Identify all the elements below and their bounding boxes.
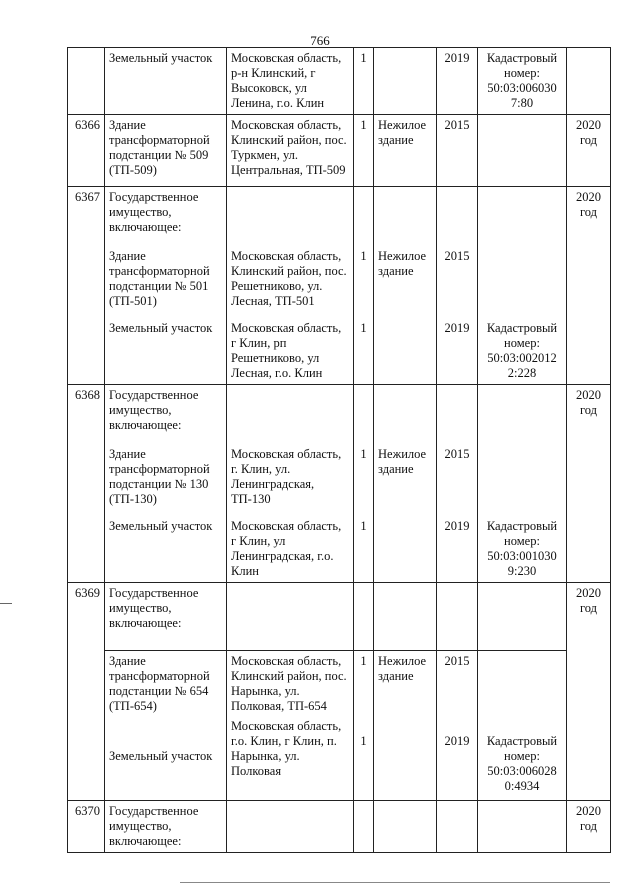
group-header: Государственное имущество, включающее: (105, 583, 227, 651)
object-address-group (227, 651, 354, 801)
privatization-term: 2020 год (567, 385, 611, 583)
object-type-group (374, 187, 437, 385)
object-quantity: 1 (360, 519, 367, 533)
object-address: Московская область, г Клин, ул Ленинградская, г.о. Клин (231, 519, 342, 578)
object-type: Нежилое здание (374, 115, 437, 187)
table-row (68, 115, 611, 187)
object-type (374, 48, 437, 115)
object-year: 2015 (437, 115, 478, 187)
object-name-group (105, 385, 227, 583)
row-number: 6368 (68, 385, 105, 583)
cadastral-number-group (478, 651, 567, 801)
object-type: Нежилое здание (378, 447, 427, 476)
object-quantity-group (354, 651, 374, 801)
object-name: Земельный участок (105, 48, 227, 115)
row-number: 6366 (68, 115, 105, 187)
object-address: Московская область, Клинский район, пос. Решетниково, ул. Лесная, ТП-501 (231, 249, 347, 308)
table-row (68, 385, 611, 583)
cadastral-number: Кадастровый номер: 50:03:001030 9:230 (486, 519, 558, 578)
cadastral-number-group (478, 187, 567, 385)
object-year: 2019 (444, 734, 470, 748)
object-quantity: 1 (360, 249, 367, 263)
group-header: Государственное имущество, включающее: (109, 190, 199, 234)
object-name: Здание трансформаторной подстанции № 501 (ТП-501) (109, 249, 210, 308)
row-number: 6367 (68, 187, 105, 385)
object-name: Здание трансформаторной подстанции № 654 (ТП-654) (109, 654, 210, 713)
group-header: Государственное имущество, включающее: (105, 801, 227, 853)
object-year: 2015 (444, 447, 470, 461)
object-address-group (227, 187, 354, 385)
object-address: Московская область, г.о. Клин, г Клин, п. Нарынка, ул. Полковая (231, 719, 342, 778)
object-address: Московская область, г. Клин, ул. Ленинградская, ТП-130 (231, 447, 342, 506)
object-year-group (437, 651, 478, 801)
object-quantity: 1 (360, 734, 367, 748)
object-name: Земельный участок (109, 749, 213, 763)
object-name: Земельный участок (109, 321, 213, 335)
group-header: Государственное имущество, включающее: (109, 388, 199, 432)
cadastral-number: Кадастровый номер: 50:03:002012 2:228 (486, 321, 558, 380)
object-quantity: 1 (354, 48, 374, 115)
object-address-group (227, 385, 354, 583)
row-number: 6369 (68, 583, 105, 801)
registry-table (67, 47, 611, 853)
table-row (68, 48, 611, 115)
object-quantity: 1 (360, 321, 367, 335)
table-row (68, 187, 611, 385)
page-edge-line (180, 882, 610, 883)
object-quantity: 1 (360, 447, 367, 461)
object-year: 2019 (437, 48, 478, 115)
cadastral-number (478, 115, 567, 187)
table-row (68, 651, 611, 801)
table-row (68, 801, 611, 853)
cadastral-number-group (478, 385, 567, 583)
object-year-group (437, 385, 478, 583)
object-year-group (437, 187, 478, 385)
privatization-term (567, 48, 611, 115)
object-name: Здание трансформаторной подстанции № 509 (ТП-509) (105, 115, 227, 187)
object-address: Московская область, г Клин, рп Решетниково, ул Лесная, г.о. Клин (231, 321, 342, 380)
privatization-term: 2020 год (567, 801, 611, 853)
object-quantity-group (354, 187, 374, 385)
object-year: 2019 (444, 519, 470, 533)
object-quantity-group (354, 385, 374, 583)
privatization-term: 2020 год (567, 583, 611, 801)
object-quantity: 1 (360, 654, 367, 668)
row-number: 6370 (68, 801, 105, 853)
object-name: Земельный участок (109, 519, 213, 533)
privatization-term: 2020 год (567, 187, 611, 385)
object-address: Московская область, Клинский район, пос. Нарынка, ул. Полковая, ТП-654 (231, 654, 347, 713)
page-number: 766 (310, 33, 330, 48)
object-name: Здание трансформаторной подстанции № 130 (ТП-130) (109, 447, 210, 506)
object-name-group (105, 651, 227, 801)
cadastral-number: Кадастровый номер: 50:03:006028 0:4934 (486, 734, 558, 793)
object-quantity: 1 (354, 115, 374, 187)
scan-mark (0, 603, 12, 604)
object-year: 2019 (444, 321, 470, 335)
privatization-term: 2020 год (567, 115, 611, 187)
object-address: Московская область, Клинский район, пос. Туркмен, ул. Центральная, ТП-509 (227, 115, 354, 187)
object-type-group (374, 385, 437, 583)
row-number (68, 48, 105, 115)
object-type: Нежилое здание (378, 249, 427, 278)
object-name-group (105, 187, 227, 385)
object-address: Московская область, р-н Клинский, г Высоковск, ул Ленина, г.о. Клин (227, 48, 354, 115)
object-year: 2015 (444, 249, 470, 263)
cadastral-number: Кадастровый номер: 50:03:006030 7:80 (478, 48, 567, 115)
table-row (68, 583, 611, 651)
object-year: 2015 (444, 654, 470, 668)
object-type-group (374, 651, 437, 801)
object-type: Нежилое здание (378, 654, 427, 683)
